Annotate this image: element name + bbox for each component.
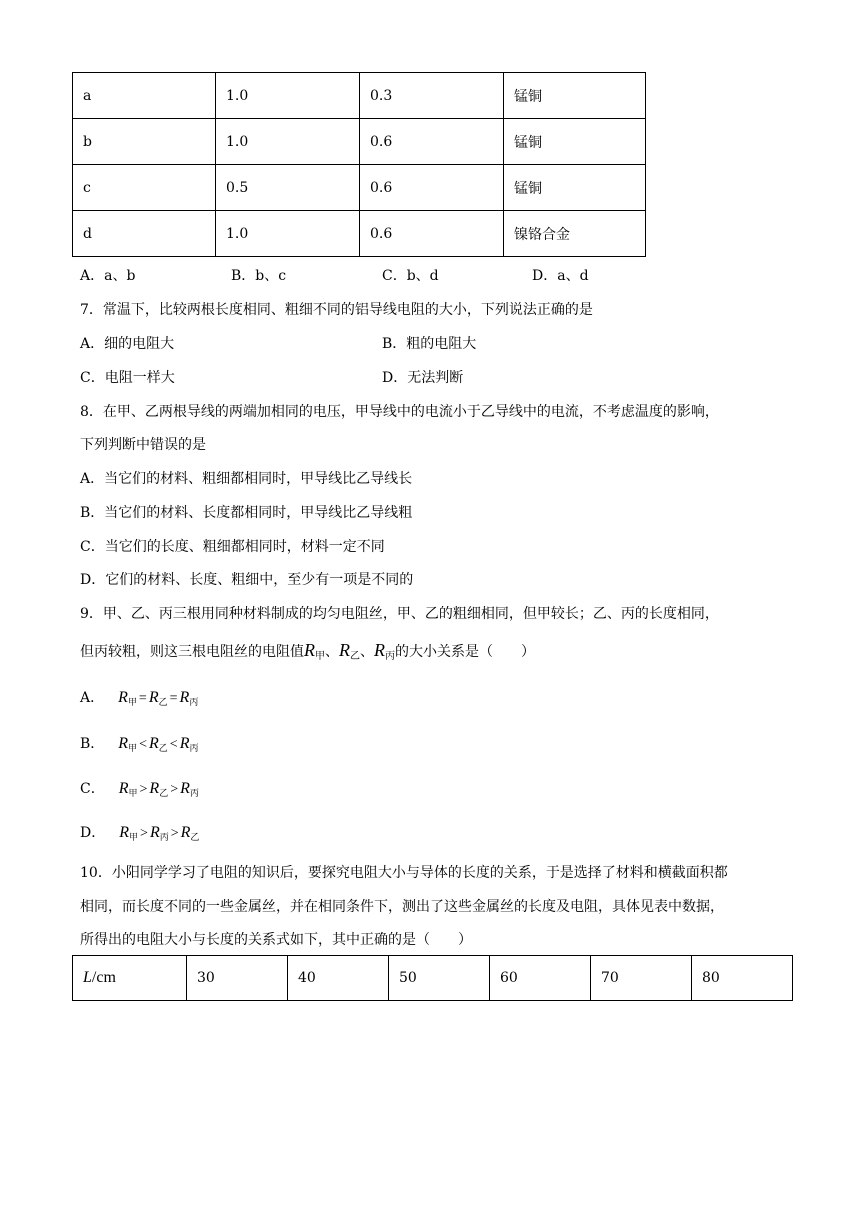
resistance-subscript: 甲 xyxy=(128,789,138,799)
table-row xyxy=(73,119,646,165)
relation-operator: < xyxy=(139,737,147,752)
q9-option-d[interactable] xyxy=(80,822,199,843)
relation-operator: = xyxy=(169,691,178,706)
option-label: C． xyxy=(80,781,105,797)
resistance-subscript: 丙 xyxy=(159,833,169,843)
q6-option-d[interactable]: D．a、d xyxy=(532,268,589,284)
resistance-symbol: R xyxy=(148,689,159,706)
q7-option-a[interactable]: A．细的电阻大 xyxy=(80,336,175,352)
option-label: A． xyxy=(80,690,105,706)
table-cell: c xyxy=(73,165,216,211)
resistance-subscript: 甲 xyxy=(129,833,139,843)
table-cell: 锰铜 xyxy=(504,165,646,211)
length-value-cell: 40 xyxy=(288,956,389,1001)
table-cell: 1.0 xyxy=(216,211,360,257)
q8-option-d[interactable]: D．它们的材料、长度、粗细中，至少有一项是不同的 xyxy=(80,572,414,588)
q8-option-b[interactable]: B．当它们的材料、长度都相同时，甲导线比乙导线粗 xyxy=(80,505,413,521)
resistance-symbol: R xyxy=(149,824,160,841)
resistance-subscript: 乙 xyxy=(159,789,169,799)
resistance-symbol: R xyxy=(149,735,159,752)
table-cell: a xyxy=(73,73,216,119)
q7-option-b[interactable]: B．粗的电阻大 xyxy=(382,336,477,352)
q8-option-c[interactable]: C．当它们的长度、粗细都相同时，材料一定不同 xyxy=(80,539,385,555)
table-cell: 1.0 xyxy=(216,73,360,119)
table-cell: b xyxy=(73,119,216,165)
q9-stem-line2: 但丙较粗，则这三根电阻丝的电阻值$R_甲$、$R_乙$、$R_丙$的大小关系是（ ） xyxy=(80,640,535,662)
resistance-symbol: R xyxy=(179,735,190,752)
q10-stem-line2: 相同，而长度不同的一些金属丝，并在相同条件下，测出了这些金属丝的长度及电阻，具体见表中数据， xyxy=(80,899,724,915)
resistance-symbol: R xyxy=(180,824,191,841)
resistance-subscript: 乙 xyxy=(190,833,200,843)
length-value-cell: 60 xyxy=(490,956,591,1001)
q7-option-c[interactable]: C．电阻一样大 xyxy=(80,370,175,386)
q7-stem: 7．常温下，比较两根长度相同、粗细不同的铝导线电阻的大小，下列说法正确的是 xyxy=(80,302,593,318)
resistance-subscript: 乙 xyxy=(158,744,168,754)
table-cell: 锰铜 xyxy=(504,73,646,119)
q9-option-b[interactable] xyxy=(80,733,199,754)
relation-operator: > xyxy=(170,826,179,841)
length-table xyxy=(72,955,793,1001)
resistance-symbol: R xyxy=(149,780,160,797)
resistance-symbol: R xyxy=(180,780,190,797)
table-cell: 0.6 xyxy=(360,119,504,165)
table-cell: 镍铬合金 xyxy=(504,211,646,257)
q10-stem-line3: 所得出的电阻大小与长度的关系式如下，其中正确的是（ ） xyxy=(80,932,472,948)
q9-option-a[interactable] xyxy=(80,687,198,708)
table-row xyxy=(73,211,646,257)
resistance-subscript: 丙 xyxy=(189,789,199,799)
option-label: B． xyxy=(80,736,105,752)
resistance-symbol: R xyxy=(118,735,129,752)
table-cell: 0.5 xyxy=(216,165,360,211)
q7-option-d[interactable]: D．无法判断 xyxy=(382,370,464,386)
resistance-symbol: R xyxy=(119,824,130,841)
q8-stem-line2: 下列判断中错误的是 xyxy=(80,437,206,453)
relation-operator: = xyxy=(138,691,147,706)
q6-option-b[interactable]: B．b、c xyxy=(231,268,287,284)
q10-stem-line1: 10．小阳同学学习了电阻的知识后，要探究电阻大小与导体的长度的关系，于是选择了材料和横截面积都 xyxy=(80,865,728,881)
option-label: D． xyxy=(80,825,106,841)
q6-option-c[interactable]: C．b、d xyxy=(382,268,439,284)
q8-stem-line1: 8．在甲、乙两根导线的两端加相同的电压，甲导线中的电流小于乙导线中的电流，不考虑温度的影响， xyxy=(80,404,719,420)
table-cell: 锰铜 xyxy=(504,119,646,165)
resistance-subscript: 甲 xyxy=(128,744,138,754)
resistance-subscript: 乙 xyxy=(158,698,168,708)
length-value-cell: 30 xyxy=(187,956,288,1001)
resistance-symbol: R xyxy=(179,689,190,706)
length-value-cell: 80 xyxy=(692,956,793,1001)
relation-operator: > xyxy=(139,782,148,797)
q8-option-a[interactable]: A．当它们的材料、粗细都相同时，甲导线比乙导线长 xyxy=(80,471,413,487)
material-table xyxy=(72,72,646,257)
relation-operator: > xyxy=(140,826,148,841)
table-row xyxy=(73,73,646,119)
table-cell: d xyxy=(73,211,216,257)
q9-stem-line1: 9．甲、乙、丙三根用同种材料制成的均匀电阻丝，甲、乙的粗细相同，但甲较长；乙、丙的长度相同， xyxy=(80,606,719,622)
resistance-symbol: R xyxy=(118,689,128,706)
q9-option-c[interactable] xyxy=(80,778,199,799)
resistance-subscript: 丙 xyxy=(189,698,199,708)
length-value-cell: 50 xyxy=(389,956,490,1001)
resistance-subscript: 丙 xyxy=(189,744,199,754)
length-value-cell: 70 xyxy=(591,956,692,1001)
table-cell: 0.6 xyxy=(360,165,504,211)
q6-option-a[interactable]: A．a、b xyxy=(80,268,136,284)
table-row xyxy=(73,165,646,211)
length-header-cell: L/cm xyxy=(73,956,187,1001)
relation-operator: < xyxy=(169,737,178,752)
table-row xyxy=(73,956,793,1001)
resistance-subscript: 甲 xyxy=(127,698,137,708)
relation-operator: > xyxy=(170,782,179,797)
table-cell: 0.6 xyxy=(360,211,504,257)
table-cell: 0.3 xyxy=(360,73,504,119)
resistance-symbol: R xyxy=(118,780,129,797)
table-cell: 1.0 xyxy=(216,119,360,165)
